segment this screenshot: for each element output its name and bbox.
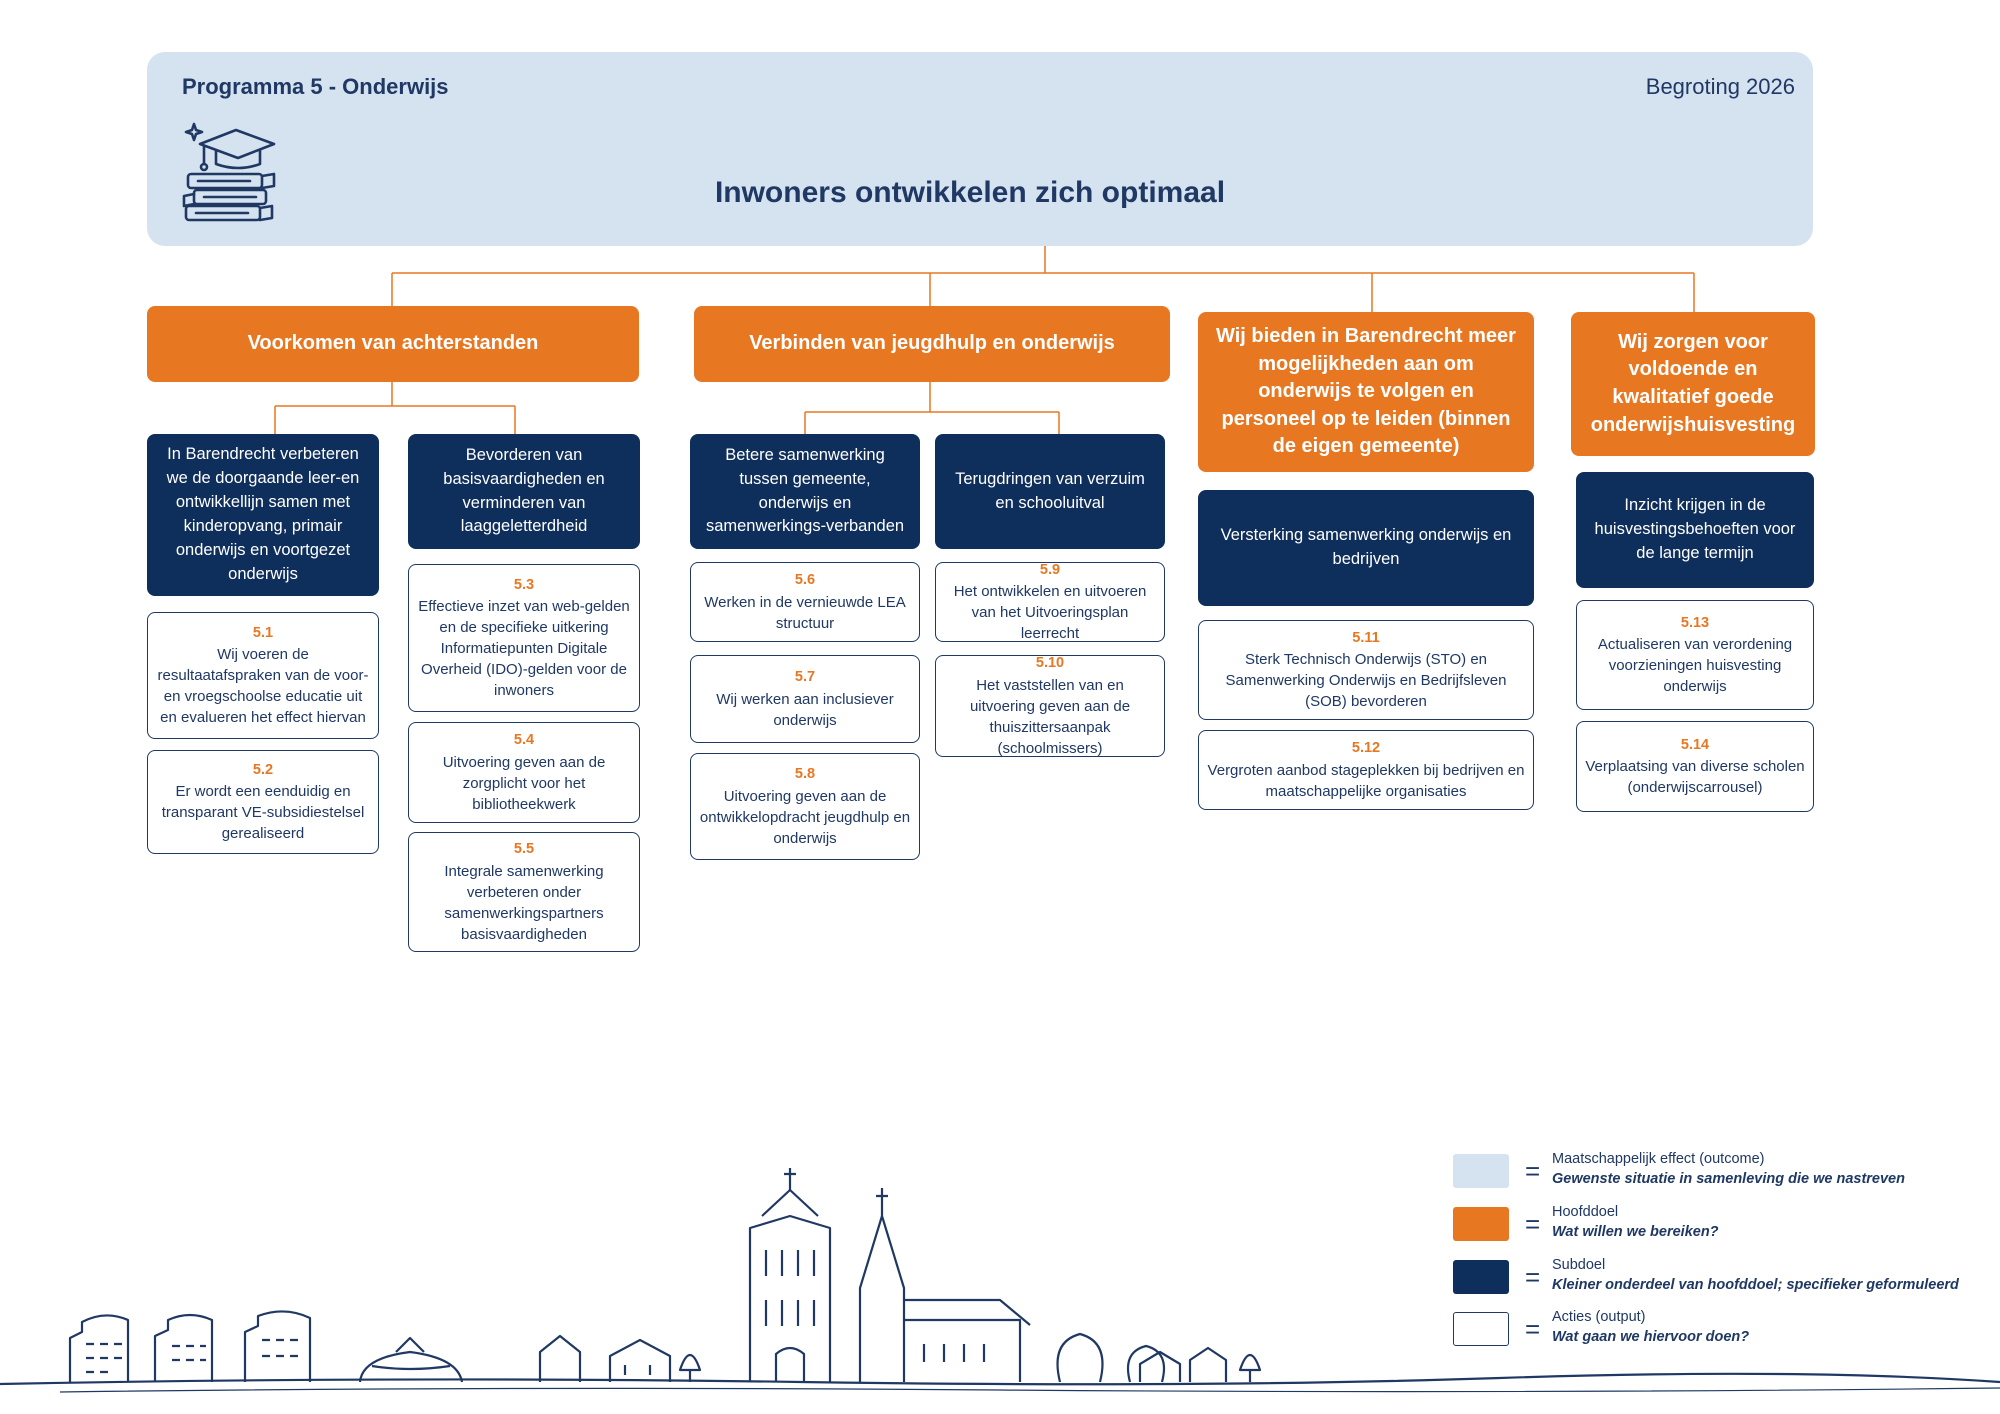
legend-equals: =: [1525, 1156, 1541, 1186]
actie-5-4: [408, 722, 640, 823]
actie-number: 5.13: [1680, 614, 1710, 631]
actie-5-13: [1576, 600, 1814, 710]
actie-5-2: [147, 750, 379, 854]
actie-text: Integrale samenwerking verbeteren onder samenwerkingspartners basisvaardigheden: [444, 862, 604, 943]
actie-5-12: [1198, 730, 1534, 810]
actie-number: 5.9: [1039, 561, 1061, 578]
legend-title: Subdoel: [1552, 1257, 1606, 1273]
legend-title: Acties (output): [1552, 1309, 1646, 1325]
actie-text: Het ontwikkelen en uitvoeren van het Uitvoeringsplan leerrecht: [953, 583, 1147, 643]
legend-title: Maatschappelijk effect (outcome): [1552, 1151, 1765, 1167]
legend-swatch-acties: [1453, 1312, 1509, 1346]
actie-number: 5.1: [252, 624, 274, 641]
actie-text: Effectieve inzet van web-gelden en de specifieke uitkering Informatiepunten Digitale Overheid (IDO)-gelden voor de inwoners: [418, 598, 630, 700]
legend-equals: =: [1525, 1209, 1541, 1239]
actie-5-11: [1198, 620, 1534, 720]
actie-5-6: [690, 562, 920, 642]
actie-number: 5.12: [1351, 740, 1381, 757]
outcome-title: Inwoners ontwikkelen zich optimaal: [714, 176, 1226, 209]
legend-swatch-subdoel: [1453, 1260, 1509, 1294]
program-title: Programma 5 - Onderwijs: [182, 74, 449, 99]
legend-desc: Kleiner onderdeel van hoofddoel; specifieker geformuleerd: [1552, 1277, 1959, 1293]
actie-5-1: [147, 612, 379, 739]
actie-number: 5.2: [252, 761, 274, 778]
legend-equals: =: [1525, 1262, 1541, 1292]
legend-desc: Wat willen we bereiken?: [1552, 1224, 1719, 1240]
graduation-books-icon: [180, 118, 286, 224]
actie-text: Wij werken aan inclusiever onderwijs: [716, 690, 894, 729]
hoofddoel-4: Wij zorgen voor voldoende en kwalitatief goede onderwijshuisvesting: [1571, 312, 1815, 456]
budget-label: Begroting 2026: [1645, 74, 1795, 99]
actie-text: Het vaststellen van en uitvoering geven aan de thuiszittersaanpak (schoolmissers): [969, 676, 1131, 757]
legend-desc: Gewenste situatie in samenleving die we nastreven: [1552, 1171, 1905, 1187]
actie-number: 5.8: [794, 766, 816, 783]
actie-number: 5.3: [513, 576, 535, 593]
actie-text: Verplaatsing van diverse scholen (onderwijscarrousel): [1585, 758, 1805, 797]
actie-5-7: [690, 655, 920, 743]
legend-equals: =: [1525, 1314, 1541, 1344]
actie-number: 5.14: [1680, 736, 1710, 753]
actie-text: Uitvoering geven aan de ontwikkelopdracht jeugdhulp en onderwijs: [699, 787, 911, 847]
legend-desc: Wat gaan we hiervoor doen?: [1552, 1329, 1750, 1345]
actie-number: 5.6: [794, 572, 816, 589]
actie-text: Sterk Technisch Onderwijs (STO) en Samenwerking Onderwijs en Bedrijfsleven (SOB) bevorderen: [1225, 651, 1507, 711]
actie-5-8: [690, 753, 920, 860]
legend-swatch-outcome: [1453, 1154, 1509, 1188]
actie-text: Vergroten aanbod stageplekken bij bedrijven en maatschappelijke organisaties: [1207, 761, 1525, 800]
actie-5-3: [408, 564, 640, 712]
actie-text: Actualiseren van verordening voorzieningen huisvesting onderwijs: [1597, 636, 1793, 696]
subdoel-3-1: Versterking samenwerking onderwijs en bedrijven: [1198, 490, 1534, 606]
subdoel-2-1: Betere samenwerking tussen gemeente, onderwijs en samenwerkings-verbanden: [690, 434, 920, 549]
actie-text: Er wordt een eenduidig en transparant VE-subsidiestelsel gerealiseerd: [161, 783, 365, 843]
subdoel-2-2: Terugdringen van verzuim en schooluitval: [935, 434, 1165, 549]
actie-number: 5.4: [513, 732, 535, 749]
legend-swatch-hoofddoel: [1453, 1207, 1509, 1241]
actie-5-10: [935, 655, 1165, 757]
hoofddoel-2: Verbinden van jeugdhulp en onderwijs: [694, 306, 1170, 382]
subdoel-1-2: Bevorderen van basisvaardigheden en verminderen van laaggeletterdheid: [408, 434, 640, 549]
actie-number: 5.5: [513, 841, 535, 858]
legend-title: Hoofddoel: [1552, 1204, 1619, 1220]
actie-number: 5.11: [1352, 629, 1380, 646]
hoofddoel-1: Voorkomen van achterstanden: [147, 306, 639, 382]
actie-text: Werken in de vernieuwde LEA structuur: [704, 593, 906, 632]
subdoel-4-1: Inzicht krijgen in de huisvestingsbehoeften voor de lange termijn: [1576, 472, 1814, 588]
actie-number: 5.10: [1035, 655, 1065, 672]
actie-text: Uitvoering geven aan de zorgplicht voor het bibliotheekwerk: [442, 753, 606, 813]
actie-5-9: [935, 562, 1165, 642]
actie-5-14: [1576, 721, 1814, 812]
actie-5-5: [408, 832, 640, 952]
actie-number: 5.7: [794, 669, 816, 686]
hoofddoel-3: Wij bieden in Barendrecht meer mogelijkheden aan om onderwijs te volgen en personeel op te leiden (binnen de eigen gemeente): [1198, 312, 1534, 472]
subdoel-1-1: In Barendrecht verbeteren we de doorgaande leer-en ontwikkellijn samen met kinderopvang, primair onderwijs en voortgezet onderwijs: [147, 434, 379, 596]
actie-text: Wij voeren de resultaatafspraken van de voor- en vroegschoolse educatie uit en evalueren het effect hiervan: [157, 646, 369, 727]
